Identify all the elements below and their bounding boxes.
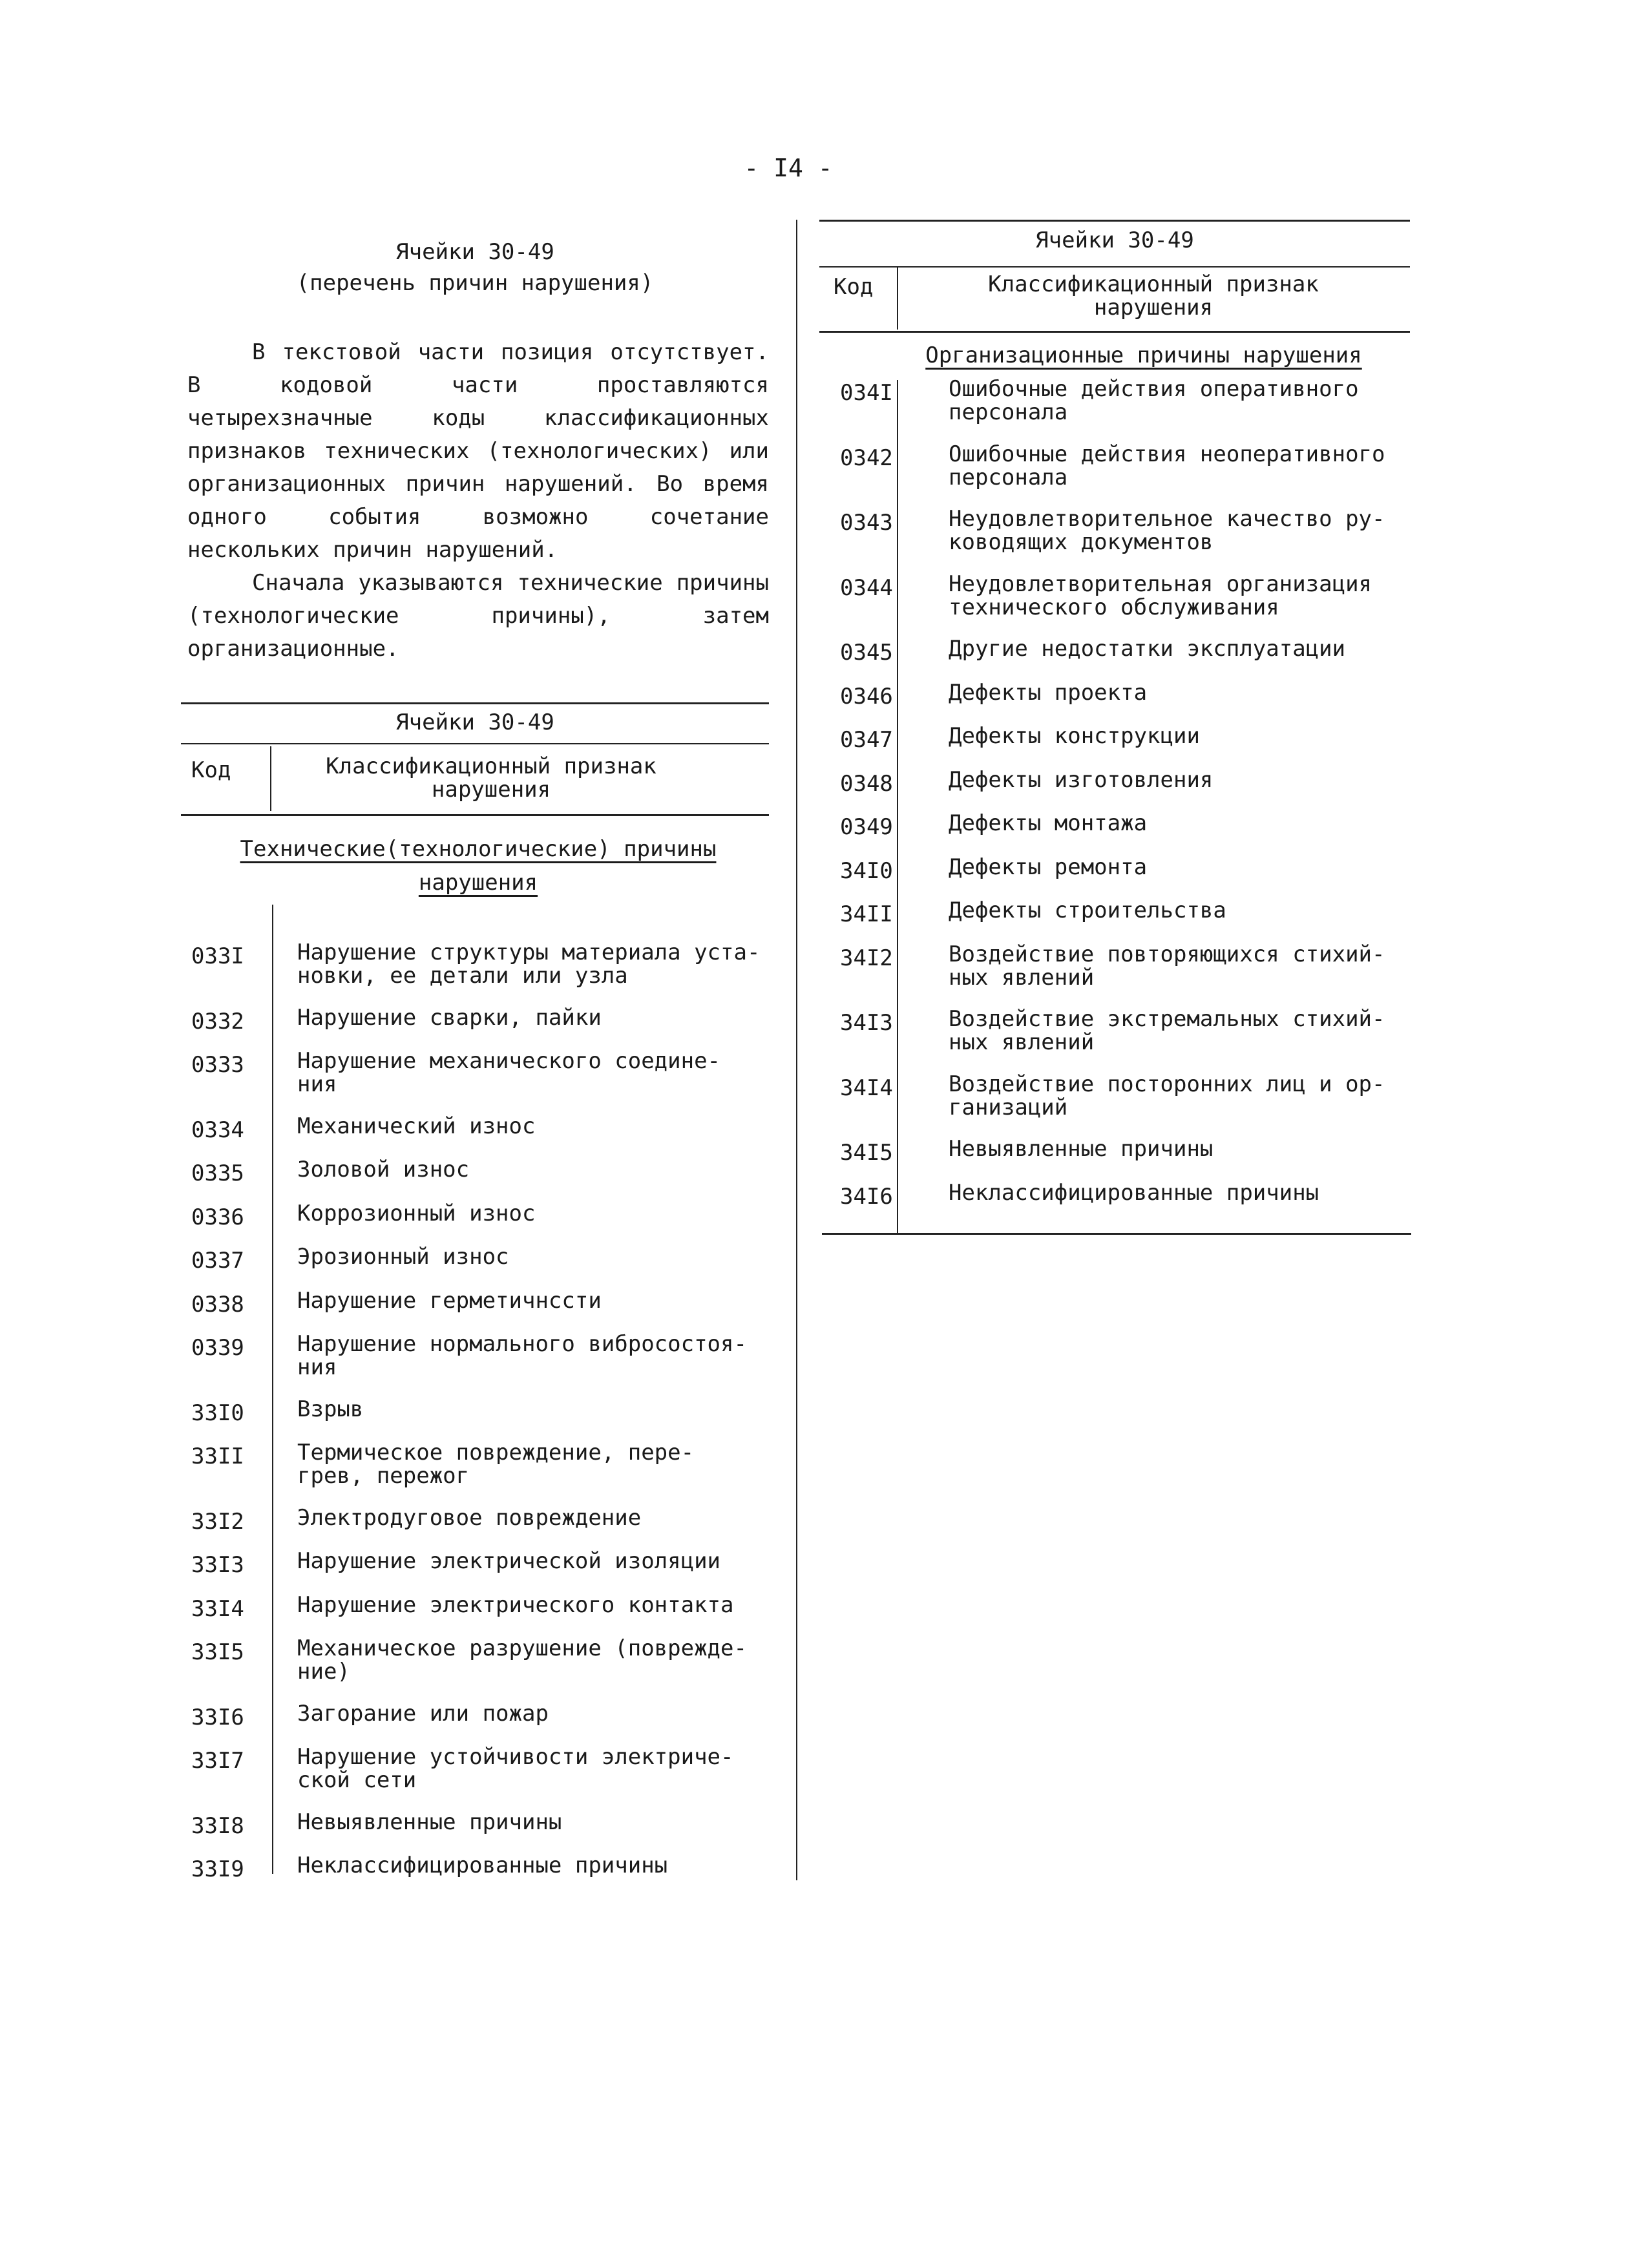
row-code: 0349 <box>840 814 893 840</box>
row-description <box>297 1158 469 1181</box>
row-code: 0338 <box>191 1291 244 1318</box>
row-description-line: Нарушение электрической изоляции <box>297 1548 721 1574</box>
row-description-line: технического обслуживания <box>949 594 1279 620</box>
row-code: 33I8 <box>191 1812 244 1839</box>
left-table-row <box>191 941 773 1006</box>
row-description-line: Неклассифицированные причины <box>949 1179 1319 1206</box>
row-description-line: ководящих документов <box>949 529 1213 555</box>
left-col-sign <box>278 755 704 801</box>
row-code: 0346 <box>840 683 893 709</box>
row-description <box>949 1073 1385 1119</box>
row-description <box>297 1745 734 1792</box>
row-description-line: Взрыв <box>297 1396 364 1422</box>
left-table-row <box>191 1702 773 1746</box>
row-description-line: ние) <box>297 1659 350 1685</box>
row-description-line: ганизаций <box>949 1094 1068 1120</box>
row-description-line: Нарушение структуры материала уста- <box>297 940 761 965</box>
row-description <box>949 724 1200 748</box>
row-code: 33I7 <box>191 1748 244 1774</box>
row-description-line: ния <box>297 1354 337 1380</box>
page-number: - I4 - <box>744 154 833 182</box>
right-table-row <box>840 943 1409 1008</box>
left-table-row <box>191 1115 773 1159</box>
left-table-row <box>191 1202 773 1246</box>
left-table-row <box>191 1049 773 1115</box>
left-col-sign-line2: нарушения <box>431 777 551 803</box>
row-description-line: ской сети <box>297 1767 417 1793</box>
row-code: 0332 <box>191 1008 244 1034</box>
row-code: 34I0 <box>840 857 893 884</box>
row-description-line: Воздействие повторяющихся стихий- <box>949 941 1385 967</box>
right-col-sign-line2: нарушения <box>1093 295 1213 320</box>
right-table-row <box>840 1007 1409 1073</box>
row-code: 034I <box>840 380 893 406</box>
row-code: 0342 <box>840 445 893 471</box>
row-description <box>297 1332 747 1379</box>
row-code: 0339 <box>191 1335 244 1361</box>
right-table-row <box>840 681 1409 725</box>
left-table-row <box>191 1245 773 1289</box>
row-description <box>297 1245 509 1268</box>
row-description <box>949 899 1226 922</box>
row-description-line: Невыявленные причины <box>949 1136 1213 1162</box>
right-table-row <box>840 507 1409 572</box>
row-description-line: Механическое разрушение (поврежде- <box>297 1635 747 1661</box>
row-description <box>949 637 1345 660</box>
left-table-row <box>191 1745 773 1811</box>
left-table-row <box>191 1158 773 1202</box>
row-code: 0345 <box>840 640 893 666</box>
row-description-line: Дефекты ремонта <box>949 854 1148 880</box>
right-table-row <box>840 724 1409 768</box>
row-description-line: Нарушение механического соедине- <box>297 1048 721 1074</box>
row-description-line: персонала <box>949 399 1068 425</box>
row-code: 0335 <box>191 1160 244 1186</box>
row-code: 34I6 <box>840 1183 893 1210</box>
row-description-line: Дефекты проекта <box>949 679 1148 706</box>
row-description <box>297 1854 667 1877</box>
left-section-title-cont: нарушения <box>418 870 538 896</box>
right-table-row <box>840 572 1409 638</box>
left-section-title: Технические(технологические) причины <box>240 836 717 862</box>
left-heading-title: Ячейки 30-49 <box>395 239 554 265</box>
left-table-row <box>191 1593 773 1637</box>
column-divider <box>796 220 797 1880</box>
row-description-line: ния <box>297 1071 337 1097</box>
right-col-sign <box>905 273 1402 319</box>
right-table-header-bottom-rule <box>819 331 1410 333</box>
row-code: 34I4 <box>840 1075 893 1101</box>
row-code: 34I5 <box>840 1140 893 1166</box>
row-description-line: Эрозионный износ <box>297 1244 509 1270</box>
row-description <box>949 768 1213 792</box>
row-description-line: новки, ее детали или узла <box>297 963 628 989</box>
row-description <box>949 377 1359 424</box>
row-description-line: Воздействие посторонних лиц и ор- <box>949 1071 1385 1097</box>
left-table-row <box>191 1637 773 1702</box>
right-table-row <box>840 1137 1409 1181</box>
right-table-row <box>840 377 1409 443</box>
left-table-header-rule <box>181 743 769 744</box>
row-description <box>297 1202 535 1225</box>
right-table-title: Ячейки 30-49 <box>1035 227 1194 253</box>
left-table-row <box>191 1549 773 1593</box>
row-code: 33I4 <box>191 1595 244 1622</box>
left-table-row <box>191 1441 773 1506</box>
row-description-line: ных явлений <box>949 964 1095 991</box>
row-description <box>949 507 1385 554</box>
row-description <box>297 941 760 987</box>
left-table-row <box>191 1332 773 1398</box>
row-code: 0334 <box>191 1117 244 1143</box>
row-code: 34II <box>840 901 893 927</box>
row-description <box>297 1049 720 1096</box>
row-description <box>297 1637 747 1683</box>
right-section-title: Организационные причины нарушения <box>925 342 1362 368</box>
left-heading-subtitle: (перечень причин нарушения) <box>296 270 654 296</box>
row-description-line: Нарушение герметичнсcти <box>297 1287 602 1314</box>
row-description-line: Электродуговое повреждение <box>297 1504 642 1531</box>
row-description <box>949 856 1147 879</box>
row-description-line: персонала <box>949 464 1068 490</box>
row-description <box>297 1593 734 1617</box>
row-description <box>949 572 1372 619</box>
left-table-title: Ячейки 30-49 <box>395 709 554 735</box>
row-description-line: Неудовлетворительная организация <box>949 571 1372 597</box>
right-table-row <box>840 812 1409 856</box>
intro-paragraph: В текстовой части позиция отсутствует. В кодовой части проставляются четырехзначные коды классификационных признаков технических (технологических) или организационных причин нарушений. Во время одного события возможно сочетание нескольких причин нарушений. <box>187 339 769 563</box>
row-code: 0337 <box>191 1248 244 1274</box>
row-description-line: Нарушение сварки, пайки <box>297 1004 602 1031</box>
right-table-row <box>840 899 1409 943</box>
row-code: 33I2 <box>191 1508 244 1535</box>
row-description <box>949 1007 1385 1054</box>
left-table-row <box>191 1854 773 1898</box>
row-description-line: грев, пережог <box>297 1463 470 1489</box>
row-description-line: Нарушение нормального вибросостоя- <box>297 1331 747 1357</box>
row-code: 0347 <box>840 727 893 753</box>
row-description-line: Золовой износ <box>297 1157 470 1182</box>
right-table-row <box>840 768 1409 812</box>
left-col-code: Код <box>191 757 231 783</box>
row-code: 33I3 <box>191 1552 244 1578</box>
row-description-line: Дефекты конструкции <box>949 723 1200 749</box>
left-heading <box>181 236 769 299</box>
row-description <box>297 1115 535 1138</box>
left-table-row <box>191 1811 773 1854</box>
row-description <box>949 443 1385 489</box>
left-table-row <box>191 1289 773 1333</box>
row-description <box>297 1506 641 1529</box>
row-description-line: Дефекты строительства <box>949 898 1226 923</box>
row-description <box>949 1181 1319 1204</box>
row-description <box>949 812 1147 835</box>
row-code: 0348 <box>840 770 893 797</box>
row-description-line: Неудовлетворительное качество ру- <box>949 506 1385 532</box>
row-description-line: Загорание или пожар <box>297 1700 549 1727</box>
row-description-line: Термическое повреждение, пере- <box>297 1440 695 1465</box>
row-description <box>297 1549 720 1573</box>
row-description <box>297 1398 363 1421</box>
row-code: 33I9 <box>191 1856 244 1882</box>
row-description-line: Невыявленные причины <box>297 1809 562 1835</box>
row-description-line: Дефекты монтажа <box>949 810 1148 836</box>
row-description-line: Нарушение электрического контакта <box>297 1591 734 1618</box>
right-col-sign-line1: Классификационный признак <box>988 271 1319 297</box>
left-table-top-rule <box>181 702 769 704</box>
right-table-bottom-rule <box>822 1233 1411 1235</box>
row-description-line: Другие недостатки эксплуатации <box>949 636 1346 662</box>
row-code: 33I0 <box>191 1400 244 1426</box>
intro-text <box>187 336 769 666</box>
row-code: 33I5 <box>191 1639 244 1665</box>
left-table-header-bottom-rule <box>181 814 769 816</box>
row-code: 33II <box>191 1444 244 1469</box>
row-description <box>297 1441 694 1487</box>
row-description <box>949 943 1385 989</box>
row-description-line: ных явлений <box>949 1029 1095 1055</box>
row-description-line: Нарушение устойчивости электриче- <box>297 1744 734 1770</box>
left-table-row <box>191 1006 773 1050</box>
right-table-top-rule <box>819 220 1410 222</box>
row-description <box>297 1811 562 1834</box>
right-header-divider <box>897 268 898 330</box>
right-table-header-rule <box>819 266 1410 268</box>
row-code: 33I6 <box>191 1704 244 1730</box>
row-description-line: Ошибочные действия неоперативного <box>949 441 1385 467</box>
row-description-line: Дефекты изготовления <box>949 766 1213 793</box>
right-table-row <box>840 1181 1409 1225</box>
row-description <box>949 1137 1213 1160</box>
right-table-row <box>840 856 1409 899</box>
row-code: 0333 <box>191 1052 244 1078</box>
row-description-line: Неклассифицированные причины <box>297 1853 668 1878</box>
left-col-sign-line1: Классификационный признак <box>326 753 656 779</box>
row-description <box>297 1289 602 1312</box>
row-description-line: Воздействие экстремальных стихий- <box>949 1006 1385 1032</box>
row-code: 0336 <box>191 1204 244 1230</box>
right-table-row <box>840 1073 1409 1138</box>
row-code: 0343 <box>840 510 893 536</box>
row-description <box>297 1702 549 1725</box>
intro-paragraph: Сначала указываются технические причины (технологические причины), затем организационные. <box>187 570 769 662</box>
right-col-code: Код <box>834 274 874 300</box>
row-code: 033I <box>191 943 244 969</box>
row-description-line: Ошибочные действия оперативного <box>949 376 1359 402</box>
row-code: 34I2 <box>840 945 893 971</box>
row-code: 34I3 <box>840 1010 893 1036</box>
row-description <box>949 681 1147 704</box>
left-table-row <box>191 1506 773 1550</box>
right-table-row <box>840 443 1409 508</box>
row-code: 0344 <box>840 574 893 601</box>
row-description <box>297 1006 602 1029</box>
left-table-row <box>191 1398 773 1442</box>
row-description-line: Коррозионный износ <box>297 1200 536 1226</box>
left-header-divider <box>270 746 271 811</box>
row-description-line: Механический износ <box>297 1113 536 1139</box>
right-table-row <box>840 637 1409 681</box>
